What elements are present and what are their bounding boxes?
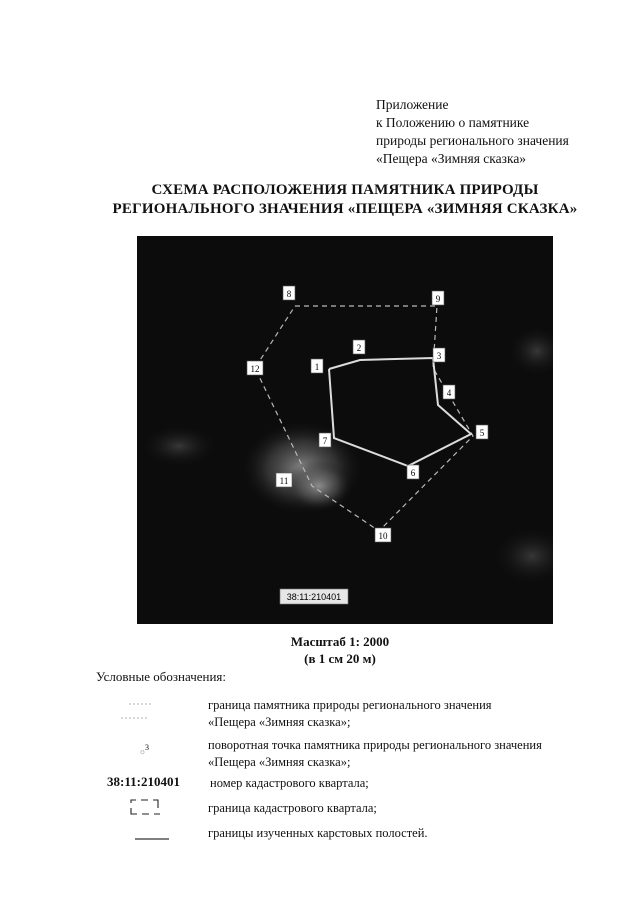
- turning-point-marker: [443, 385, 455, 399]
- turning-point-marker: [353, 340, 365, 354]
- karst-cavities-symbol: [133, 834, 173, 844]
- point-label-1: 1: [314, 362, 320, 372]
- point-label-2: 2: [356, 343, 362, 353]
- legend-text: поворотная точка памятника природы регионального значения: [208, 738, 542, 752]
- point-label-12: 12: [250, 364, 260, 374]
- turning-point-marker: [311, 359, 323, 373]
- terrain-patch: [285, 460, 353, 512]
- legend-text: «Пещера «Зимняя сказка»;: [208, 755, 351, 769]
- turning-point-marker: [247, 361, 263, 375]
- terrain-patch: [139, 424, 219, 468]
- appendix-line: «Пещера «Зимняя сказка»: [376, 151, 527, 166]
- monument-boundary-symbol: [117, 700, 157, 722]
- turning-point-marker: [407, 465, 419, 479]
- point-label-5: 5: [479, 428, 485, 438]
- turning-point-marker: [433, 348, 445, 362]
- point-label-4: 4: [446, 388, 452, 398]
- point-label-6: 6: [410, 468, 416, 478]
- scale-note: (в 1 см 20 м): [304, 651, 376, 666]
- point-label-7: 7: [322, 436, 328, 446]
- appendix-line: к Положению о памятнике: [376, 115, 530, 130]
- location-scheme-map: [137, 236, 553, 624]
- legend-text: граница памятника природы регионального значения: [208, 698, 492, 712]
- legend-text: «Пещера «Зимняя сказка»;: [208, 715, 351, 729]
- legend-item-karst-cavities: [208, 825, 428, 842]
- turning-point-marker: [476, 425, 488, 439]
- point-label-10: 10: [378, 531, 388, 541]
- legend-text: границы изученных карстовых полостей.: [208, 826, 428, 840]
- legend-item-monument-boundary: [208, 697, 492, 731]
- title-line: РЕГИОНАЛЬНОГО ЗНАЧЕНИЯ «ПЕЩЕРА «ЗИМНЯЯ СКАЗКА»: [112, 201, 578, 217]
- turning-point-marker: [375, 528, 391, 542]
- cadastral-number-symbol: 38:11:210401: [107, 774, 180, 789]
- map-scale: [240, 633, 440, 667]
- turning-point-marker: [276, 473, 292, 487]
- point-label-3: 3: [436, 351, 442, 361]
- legend-item-turning-point: [208, 737, 542, 771]
- point-label-11: 11: [279, 476, 289, 486]
- point-label-8: 8: [286, 289, 292, 299]
- title-line: СХЕМА РАСПОЛОЖЕНИЯ ПАМЯТНИКА ПРИРОДЫ: [151, 182, 539, 198]
- document-title: [0, 181, 640, 219]
- appendix-header: [376, 96, 569, 168]
- legend-text: номер кадастрового квартала;: [210, 776, 369, 790]
- legend-item-cadastral-boundary: [208, 800, 377, 817]
- legend-title: Условные обозначения:: [96, 669, 227, 684]
- turning-point-marker: [319, 433, 331, 447]
- cadastral-number: 38:11:210401: [286, 592, 342, 602]
- turning-point-symbol: ○$^3$: [140, 743, 150, 757]
- appendix-line: природы регионального значения: [376, 133, 569, 148]
- turning-point-symbol-number: 3: [144, 743, 150, 752]
- point-label-9: 9: [435, 294, 441, 304]
- turning-point-marker: [432, 291, 444, 305]
- legend-item-cadastral-number: [210, 775, 369, 792]
- cadastral-boundary-symbol: [128, 796, 168, 818]
- map-canvas: [137, 236, 553, 624]
- scale-ratio: Масштаб 1: 2000: [290, 634, 390, 649]
- cadastral-quarter-label: [280, 589, 348, 604]
- appendix-line: Приложение: [376, 97, 449, 112]
- legend-text: граница кадастрового квартала;: [208, 801, 377, 815]
- turning-point-marker: [283, 286, 295, 300]
